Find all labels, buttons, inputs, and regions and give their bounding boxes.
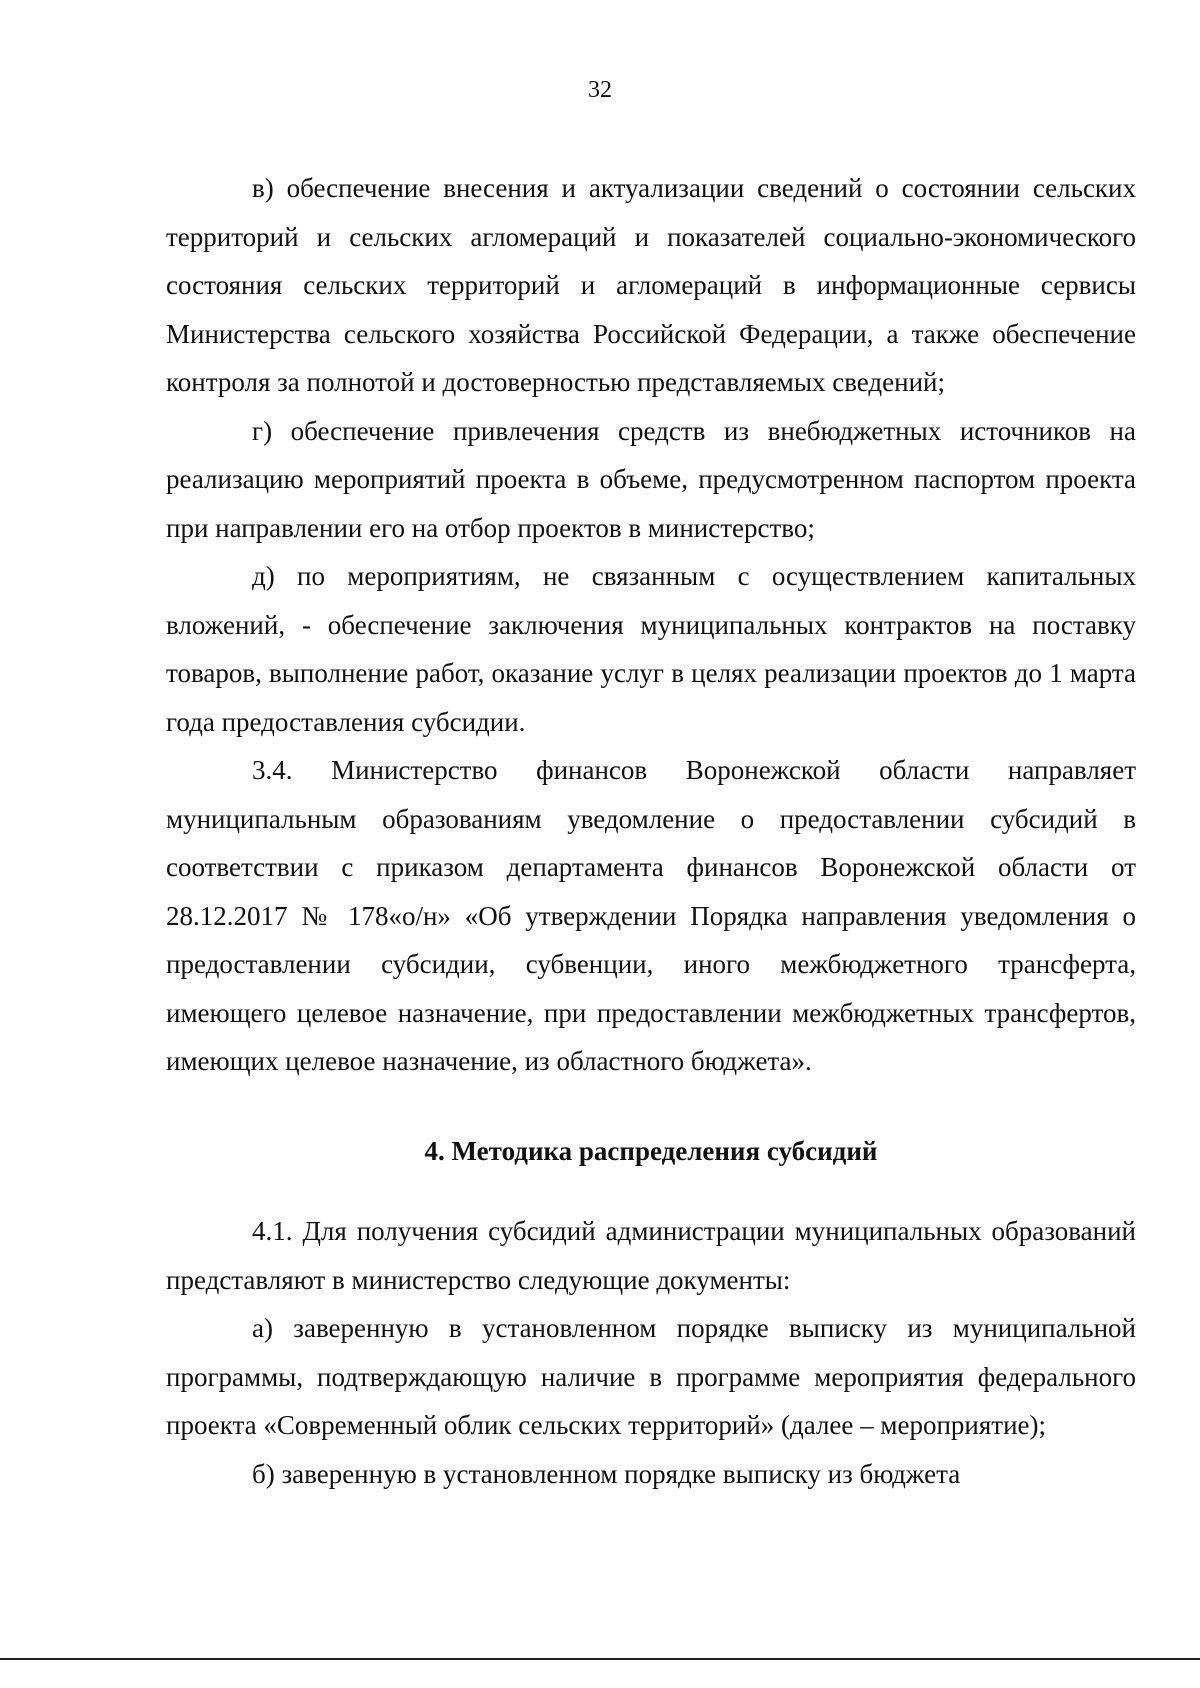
paragraph-g: г) обеспечение привлечения средств из внебюджетных источников на реализацию мероприятий проекта в объеме, предусмотренном паспортом проекта при направлении его на отбор проектов в министерство; bbox=[166, 415, 1136, 543]
paragraph-3-4: 3.4. Министерство финансов Воронежской области направляет муниципальным образованиям уведомление о предоставлении субсидий в соответствии с приказом департамента финансов Воронежской области от 28.12.2017 № 178«о/н» «Об утверждении Порядка направления уведомления о предоставлении субсидии, субвенции, иного межбюджетного трансферта, имеющего целевое назначение, при предоставлении межбюджетных трансфертов, имеющих целевое назначение, из областного бюджета». bbox=[166, 755, 1136, 1076]
section-heading: 4. Методика распределения субсидий bbox=[424, 1135, 878, 1166]
paragraph-a: а) заверенную в установленном порядке выписку из муниципальной программы, подтверждающую наличие в программе мероприятия федерального проекта «Современный облик сельских территорий» (далее – мероприятие); bbox=[166, 1313, 1136, 1440]
paragraph-b: б) заверенную в установленном порядке выписку из бюджета bbox=[252, 1458, 961, 1489]
paragraph-d: д) по мероприятиям, не связанным с осуществлением капитальных вложений, - обеспечение заключения муниципальных контрактов на поставку товаров, выполнение работ, оказание услуг в целях реализации проектов до 1 марта года предоставления субсидии. bbox=[166, 561, 1136, 737]
paragraph-4-1: 4.1. Для получения субсидий администрации муниципальных образований представляют в министерство следующие документы: bbox=[166, 1216, 1136, 1295]
paragraph-v: в) обеспечение внесения и актуализации сведений о состоянии сельских территорий и сельских агломераций и показателей социально-экономического состояния сельских территорий и агломераций в информационные сервисы Министерства сельского хозяйства Российской Федерации, а также обеспечение контроля за полнотой и достоверностью представляемых сведений; bbox=[166, 173, 1136, 397]
bottom-divider bbox=[0, 1658, 1200, 1660]
document-body bbox=[166, 164, 1136, 1498]
page-number: 32 bbox=[588, 77, 612, 103]
